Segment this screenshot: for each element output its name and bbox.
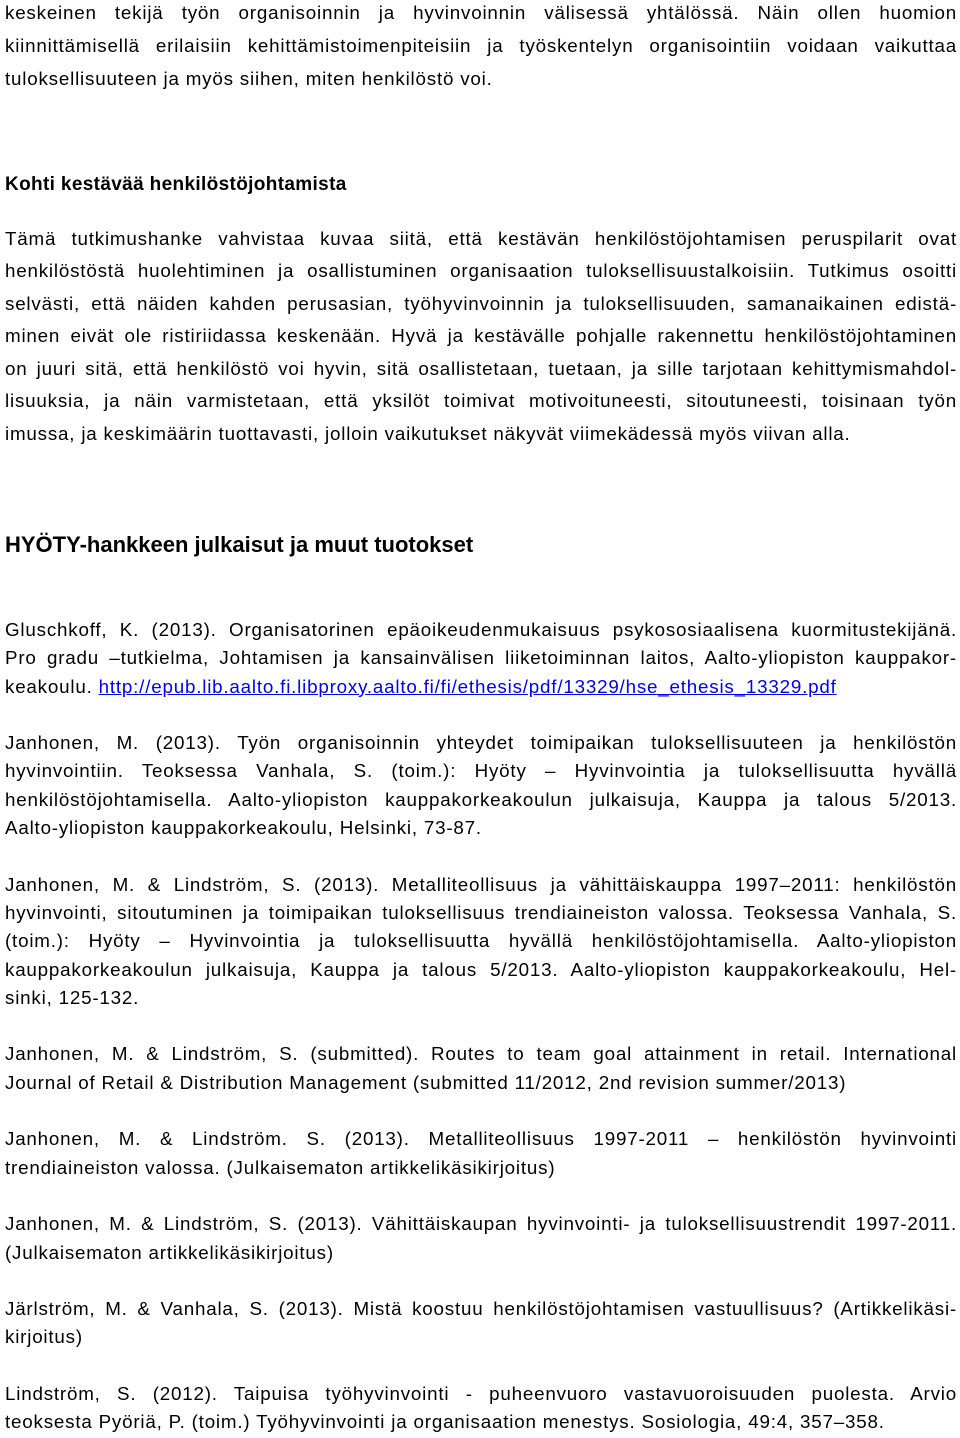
reference-line [5,673,957,701]
body-line: Tämä tutkimushanke vahvistaa kuvaa siitä, että kestävän henkilöstöjohtamisen peruspilarit ovat [5,227,957,249]
reference-entry [5,1380,957,1437]
intro-line: keskeinen tekijä työn organisoinnin ja hyvinvoinnin välisessä yhtälössä. Näin ollen huomion [5,2,957,23]
body-line: lisuuksia, ja näin varmistetaan, että yksilöt toimivat motivoituneesti, sitoutuneesti, toisinaan työn [5,390,957,411]
reference-line: hyvinvointi, sitoutuminen ja toimipaikan tuloksellisuus trendiaineiston valossa. Teoksessa Vanhala, S. [5,901,957,923]
reference-line: hyvinvointiin. Teoksessa Vanhala, S. (toim.): Hyöty – Hyvinvointia ja tuloksellisuutta hyvällä [5,760,957,782]
reference-line: Janhonen, M. & Lindström. S. (2013). Metalliteollisuus 1997-2011 – henkilöstön hyvinvointi [5,1128,957,1150]
reference-line: Janhonen, M. (2013). Työn organisoinnin yhteydet toimipaikan tuloksellisuuteen ja henkilöstön [5,732,957,754]
reference-line: kirjoitus) [5,1326,83,1348]
body-line: selvästi, että näiden kahden perusasian, työhyvinvoinnin ja tuloksellisuuden, samanaikainen edistä- [5,292,957,314]
body-paragraph [5,223,957,451]
body-line: on juuri sitä, että henkilöstö voi hyvin, sitä osallistetaan, tuetaan, ja sille tarjotaan kehittymismahdol- [5,357,957,379]
reference-line: sinki, 125-132. [5,986,140,1008]
reference-line-text: keakoulu. [5,675,93,697]
reference-line: Pro gradu –tutkielma, Johtamisen ja kansainvälisen liiketoiminnan laitos, Aalto-yliopiston kauppakor- [5,647,957,669]
reference-entry [5,1125,957,1182]
reference-line: kauppakorkeakoulun julkaisuja, Kauppa ja talous 5/2013. Aalto-yliopiston kauppakorkeakoulu, Hel- [5,958,957,980]
reference-line: Journal of Retail & Distribution Management (submitted 11/2012, 2nd revision summer/2013) [5,1071,847,1093]
intro-paragraph [5,0,957,95]
intro-line: kiinnittämisellä erilaisiin kehittämistoimenpiteisiin ja työskentelyn organisointiin voidaan vaikuttaa [5,35,957,56]
reference-line: Janhonen, M. & Lindström, S. (submitted). Routes to team goal attainment in retail. International [5,1043,957,1065]
reference-entry [5,616,957,701]
reference-list [5,616,957,1437]
reference-line: teoksesta Pyöriä, P. (toim.) Työhyvinvointi ja organisaation menestys. Sosiologia, 49:4, 357–358. [5,1411,885,1433]
reference-line: trendiaineiston valossa. (Julkaisematon artikkelikäsikirjoitus) [5,1156,556,1178]
reference-line: Aalto-yliopiston kauppakorkeakoulu, Helsinki, 73-87. [5,817,482,839]
reference-line: Janhonen, M. & Lindström, S. (2013). Metalliteollisuus ja vähittäiskauppa 1997–2011: henkilöstön [5,873,957,895]
reference-line: henkilöstöjohtamisella. Aalto-yliopiston kauppakorkeakoulun julkaisuja, Kauppa ja talous 5/2013. [5,788,957,810]
reference-line: (toim.): Hyöty – Hyvinvointia ja tuloksellisuutta hyvällä henkilöstöjohtamisella. Aalto-yliopiston [5,930,957,952]
section-heading: Kohti kestävää henkilöstöjohtamista [5,174,347,195]
reference-entry [5,1210,957,1267]
reference-line: Lindström, S. (2012). Taipuisa työhyvinvointi - puheenvuoro vastavuoroisuuden puolesta. Arvio [5,1383,957,1405]
reference-entry [5,871,957,1012]
reference-entry [5,729,957,842]
body-line: imussa, ja keskimäärin tuottavasti, jolloin vaikutukset näkyvät viimekädessä myös viivan alla. [5,422,851,444]
reference-entry [5,1040,957,1097]
thesis-link[interactable]: http://epub.lib.aalto.fi.libproxy.aalto.fi/fi/ethesis/pdf/13329/hse_ethesis_13329.pdf [98,675,837,697]
reference-line: Järlström, M. & Vanhala, S. (2013). Mistä koostuu henkilöstöjohtamisen vastuullisuus? (Artikkelikäsi- [5,1298,957,1320]
reference-line: Janhonen, M. & Lindström, S. (2013). Vähittäiskaupan hyvinvointi- ja tuloksellisuustrendit 1997-2011. [5,1213,957,1235]
publications-heading: HYÖTY-hankkeen julkaisut ja muut tuotokset [5,532,474,557]
body-line: henkilöstöstä huolehtiminen ja osallistuminen organisaation tuloksellisuustalkoisiin. Tutkimus osoitti [5,260,957,281]
reference-line: Gluschkoff, K. (2013). Organisatorinen epäoikeudenmukaisuus psykososiaalisena kuormitustekijänä. [5,619,957,640]
reference-line: (Julkaisematon artikkelikäsikirjoitus) [5,1241,334,1263]
intro-line: tuloksellisuuteen ja myös siihen, miten henkilöstö voi. [5,68,493,89]
reference-entry [5,1295,957,1352]
body-line: minen eivät ole ristiriidassa keskenään. Hyvä ja kestävälle pohjalle rakennettu henkilöstöjohtaminen [5,325,957,346]
